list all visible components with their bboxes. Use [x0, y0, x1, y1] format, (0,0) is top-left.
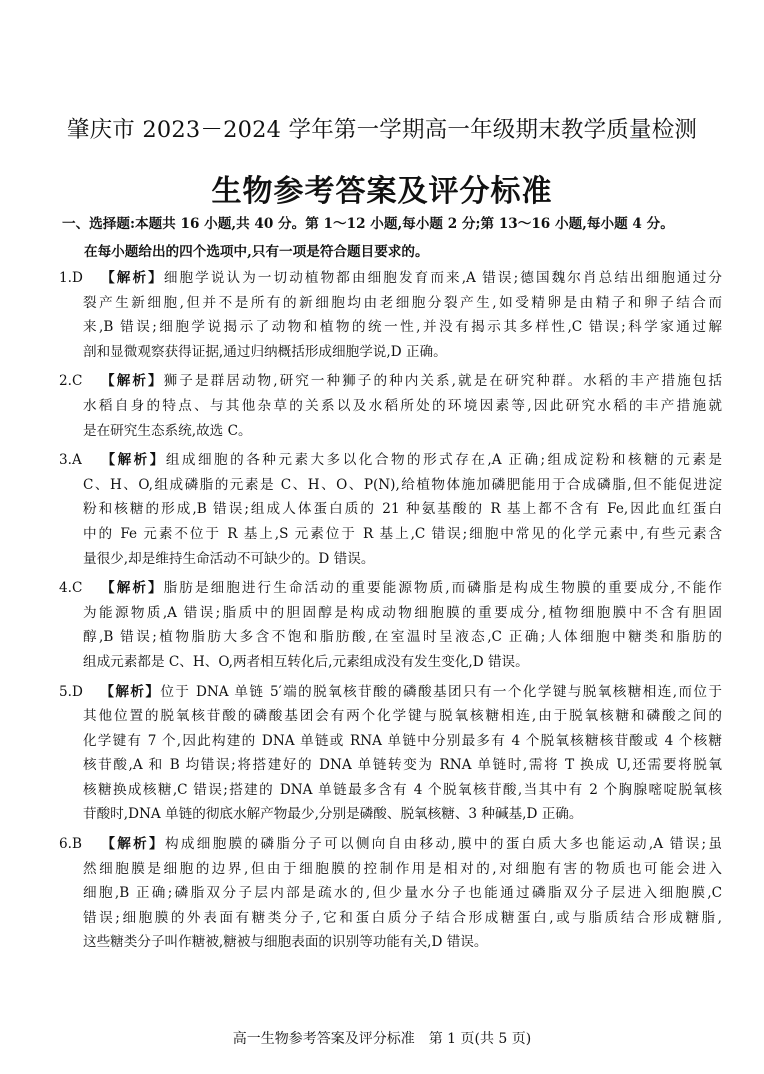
- answer-text: 细胞学说认为一切动植物都由细胞发育而来,A 错误;德国魏尔肖总结出细胞通过分: [163, 270, 723, 286]
- answer-line: [62, 291, 722, 316]
- answer-text: 脂肪是细胞进行生命活动的重要能源物质,而磷脂是构成生物膜的重要成分,不能作: [163, 580, 723, 597]
- answer-line: [62, 315, 722, 340]
- answer-text: 水稻自身的特点、与其他杂草的关系以及水稻所处的环境因素等,因此研究水稻的丰产措施就: [83, 397, 722, 414]
- answer-line: [62, 419, 722, 444]
- answer-text: 狮子是群居动物,研究一种狮子的种内关系,就是在研究种群。水稻的丰产措施包括: [163, 373, 723, 390]
- answer-line: [62, 729, 722, 754]
- answer-text: 裂产生新细胞,但并不是所有的新细胞均由老细胞分裂产生,如受精卵是由精子和卵子结合而: [83, 294, 722, 311]
- analysis-tag: 【解析】: [99, 452, 166, 469]
- answer-line: [62, 778, 722, 803]
- answer-text: 其他位置的脱氧核苷酸的磷酸基团会有两个化学键与脱氧核糖相连,由于脱氧核糖和磷酸之间的: [83, 708, 722, 725]
- answer-line: [62, 650, 722, 675]
- answer-line: [59, 369, 722, 394]
- answer-line: [62, 497, 722, 522]
- answer-number: 2.C: [59, 373, 83, 390]
- analysis-tag: 【解析】: [99, 270, 164, 286]
- answer-line: [62, 753, 722, 778]
- answer-list: [59, 266, 723, 960]
- section-note-line: 在每小题给出的四个选项中,只有一项是符合题目要求的。: [84, 244, 429, 260]
- answer-number: 5.D: [59, 683, 83, 700]
- answer-number: 6.B: [59, 836, 82, 853]
- answer-line: [62, 473, 722, 498]
- answer-text: 苷酸时,DNA 单链的彻底水解产物最少,分别是磷酸、脱氧核糖、3 种碱基,D 正确。: [83, 806, 583, 823]
- answer-line: [59, 576, 722, 601]
- answer-text: 组成细胞的各种元素大多以化合物的形式存在,A 正确;组成淀粉和核糖的元素是: [165, 452, 722, 469]
- answer-text: 组成元素都是 C、H、O,两者相互转化后,元素组成没有发生变化,D 错误。: [83, 653, 529, 670]
- section-instructions: [62, 210, 750, 266]
- analysis-tag: 【解析】: [99, 580, 164, 597]
- answer-line: [59, 448, 722, 473]
- answer-text: 中的 Fe 元素不位于 R 基上,S 元素位于 R 基上,C 错误;细胞中常见的化学元素中,有些元素含: [83, 525, 722, 542]
- section-heading-line: 一、选择题:本题共 16 小题,共 40 分。第 1～12 小题,每小题 2 分;第 13～16 小题,每小题 4 分。: [62, 216, 674, 232]
- answer-line: [62, 625, 722, 650]
- answer-item: [59, 832, 723, 955]
- answer-text: 剖和显微观察获得证据,通过归纳概括形成细胞学说,D 正确。: [83, 343, 447, 360]
- answer-text: 这些糖类分子叫作糖被,糖被与细胞表面的识别等功能有关,D 错误。: [83, 934, 488, 951]
- answer-line: [62, 394, 722, 419]
- answer-text: 量很少,却是维持生命活动不可缺少的。D 错误。: [83, 550, 375, 567]
- document-title: 生物参考答案及评分标准: [211, 174, 553, 209]
- answer-item: [59, 369, 723, 443]
- answer-text: 是在研究生态系统,故选 C。: [83, 422, 252, 439]
- answer-line: [62, 340, 722, 365]
- answer-item: [59, 680, 722, 828]
- answer-line: [59, 266, 722, 291]
- answer-text: 然细胞膜是细胞的边界,但由于细胞膜的控制作用是相对的,对细胞有害的物质也可能会进入: [83, 860, 722, 877]
- answer-line: [62, 547, 722, 572]
- answer-text: 构成细胞膜的磷脂分子可以侧向自由移动,膜中的蛋白质大多也能运动,A 错误;虽: [164, 836, 723, 853]
- answer-line: [62, 802, 722, 827]
- answer-text: 核糖换成核糖,C 错误;搭建的 DNA 单链最多含有 4 个脱氧核苷酸,当其中有 2 个胸腺嘧啶脱氧核: [83, 781, 722, 798]
- analysis-tag: 【解析】: [99, 683, 161, 700]
- answer-line: [62, 522, 722, 547]
- page-footer: 高一生物参考答案及评分标准 第 1 页(共 5 页): [232, 1031, 532, 1047]
- answer-number: 4.C: [59, 580, 83, 597]
- answer-text: 细胞,B 正确;磷脂双分子层内部是疏水的,但少量水分子也能通过磷脂双分子层进入细胞膜,C: [83, 885, 722, 902]
- answer-line: [62, 930, 722, 955]
- answer-line: [62, 906, 722, 931]
- answer-line: [62, 601, 722, 626]
- analysis-tag: 【解析】: [99, 836, 165, 853]
- answer-line: [59, 680, 722, 705]
- answer-text: C、H、O,组成磷脂的元素是 C、H、O、P(N),给植物体施加磷肥能用于合成磷脂,但不能促进淀: [83, 476, 722, 493]
- answer-number: 3.A: [59, 452, 82, 469]
- analysis-tag: 【解析】: [99, 373, 164, 390]
- answer-text: 核苷酸,A 和 B 均错误;将搭建好的 DNA 单链转变为 RNA 单链时,需将 T 换成 U,还需要将脱氧: [83, 757, 722, 774]
- answer-line: [62, 704, 722, 729]
- answer-text: 错误;细胞膜的外表面有糖类分子,它和蛋白质分子结合形成糖蛋白,或与脂质结合形成糖脂,: [83, 909, 722, 926]
- answer-item: [59, 576, 723, 674]
- answer-text: 为能源物质,A 错误;脂质中的胆固醇是构成动物细胞膜的重要成分,植物细胞膜中不含有胆固: [83, 604, 722, 621]
- answer-item: [59, 448, 722, 571]
- answer-number: 1.D: [59, 270, 83, 286]
- answer-line: [62, 857, 722, 882]
- answer-line: [59, 832, 722, 857]
- answer-text: 醇,B 错误;植物脂肪大多含不饱和脂肪酸,在室温时呈液态,C 正确;人体细胞中糖类和脂肪的: [83, 629, 722, 646]
- answer-text: 粉和核糖的形成,B 错误;组成人体蛋白质的 21 种氨基酸的 R 基上都不含有 Fe,因此血红蛋白: [83, 501, 722, 518]
- answer-line: [62, 881, 722, 906]
- answer-item: [59, 266, 723, 364]
- answer-text: 化学键有 7 个,因此构建的 DNA 单链或 RNA 单链中分别最多有 4 个脱氧核糖核苷酸或 4 个核糖: [83, 732, 722, 749]
- answer-text: 位于 DNA 单链 5′端的脱氧核苷酸的磷酸基团只有一个化学键与脱氧核糖相连,而位于: [160, 683, 722, 700]
- answer-text: 来,B 错误;细胞学说揭示了动物和植物的统一性,并没有揭示其多样性,C 错误;科学家通过解: [83, 319, 722, 336]
- exam-header-title: 肇庆市 2023－2024 学年第一学期高一年级期末教学质量检测: [66, 117, 698, 143]
